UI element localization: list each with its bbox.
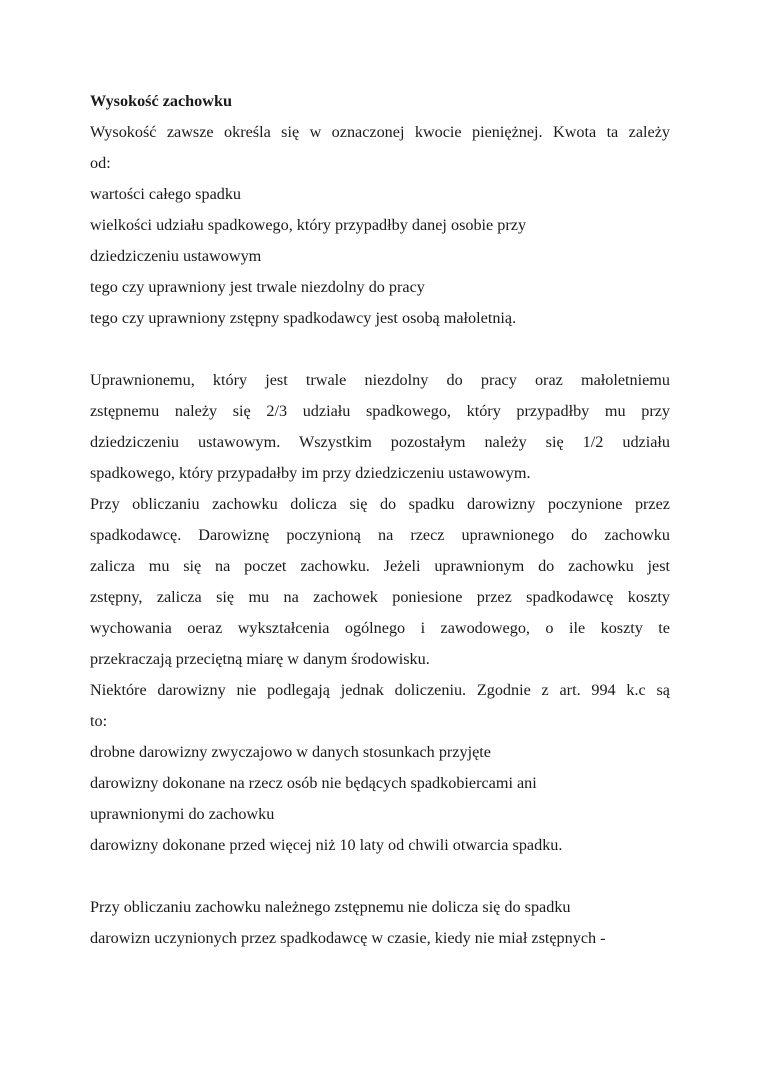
- paragraph-line: Niektóre darowizny nie podlegają jednak doliczeniu. Zgodnie z art. 994 k.c są: [90, 681, 670, 699]
- document-page: [90, 86, 670, 954]
- document-title: Wysokość zachowku: [90, 92, 232, 110]
- paragraph-line: zalicza mu się na poczet zachowku. Jeżeli uprawnionym do zachowku jest: [90, 557, 670, 575]
- paragraph-line: zstępny, zalicza się mu na zachowek poniesione przez spadkodawcę koszty: [90, 588, 670, 606]
- list-item: uprawnionymi do zachowku: [90, 805, 275, 823]
- list-item: drobne darowizny zwyczajowo w danych stosunkach przyjęte: [90, 743, 491, 761]
- intro-line-1: Wysokość zawsze określa się w oznaczonej kwocie pieniężnej. Kwota ta zależy: [90, 123, 670, 141]
- paragraph-line: przekraczają przeciętną miarę w danym środowisku.: [90, 650, 430, 668]
- list-item: wielkości udziału spadkowego, który przypadłby danej osobie przy: [90, 216, 527, 234]
- list-item: darowizny dokonane na rzecz osób nie będących spadkobiercami ani: [90, 774, 537, 792]
- paragraph-line: zstępnemu należy się 2/3 udziału spadkowego, który przypadłby mu przy: [90, 402, 670, 420]
- paragraph-line: dziedziczeniu ustawowym. Wszystkim pozostałym należy się 1/2 udziału: [90, 433, 670, 451]
- list-item: darowizny dokonane przed więcej niż 10 laty od chwili otwarcia spadku.: [90, 836, 563, 854]
- paragraph-gap: [90, 861, 670, 892]
- paragraph-line: to:: [90, 712, 108, 730]
- paragraph-gap: [90, 334, 670, 365]
- intro-line-2: od:: [90, 154, 111, 172]
- list-item: wartości całego spadku: [90, 185, 242, 203]
- paragraph-line: wychowania oeraz wykształcenia ogólnego i zawodowego, o ile koszty te: [90, 619, 670, 637]
- paragraph-line: spadkowego, który przypadałby im przy dziedziczeniu ustawowym.: [90, 464, 531, 482]
- paragraph-line: Przy obliczaniu zachowku dolicza się do spadku darowizny poczynione przez: [90, 495, 670, 513]
- paragraph-line: Przy obliczaniu zachowku należnego zstępnemu nie dolicza się do spadku: [90, 898, 571, 916]
- list-item: tego czy uprawniony jest trwale niezdolny do pracy: [90, 278, 425, 296]
- list-item: dziedziczeniu ustawowym: [90, 247, 262, 265]
- paragraph-line: spadkodawcę. Darowiznę poczynioną na rzecz uprawnionego do zachowku: [90, 526, 670, 544]
- paragraph-line: darowizn uczynionych przez spadkodawcę w czasie, kiedy nie miał zstępnych -: [90, 929, 606, 947]
- list-item: tego czy uprawniony zstępny spadkodawcy jest osobą małoletnią.: [90, 309, 517, 327]
- paragraph-line: Uprawnionemu, który jest trwale niezdolny do pracy oraz małoletniemu: [90, 371, 670, 389]
